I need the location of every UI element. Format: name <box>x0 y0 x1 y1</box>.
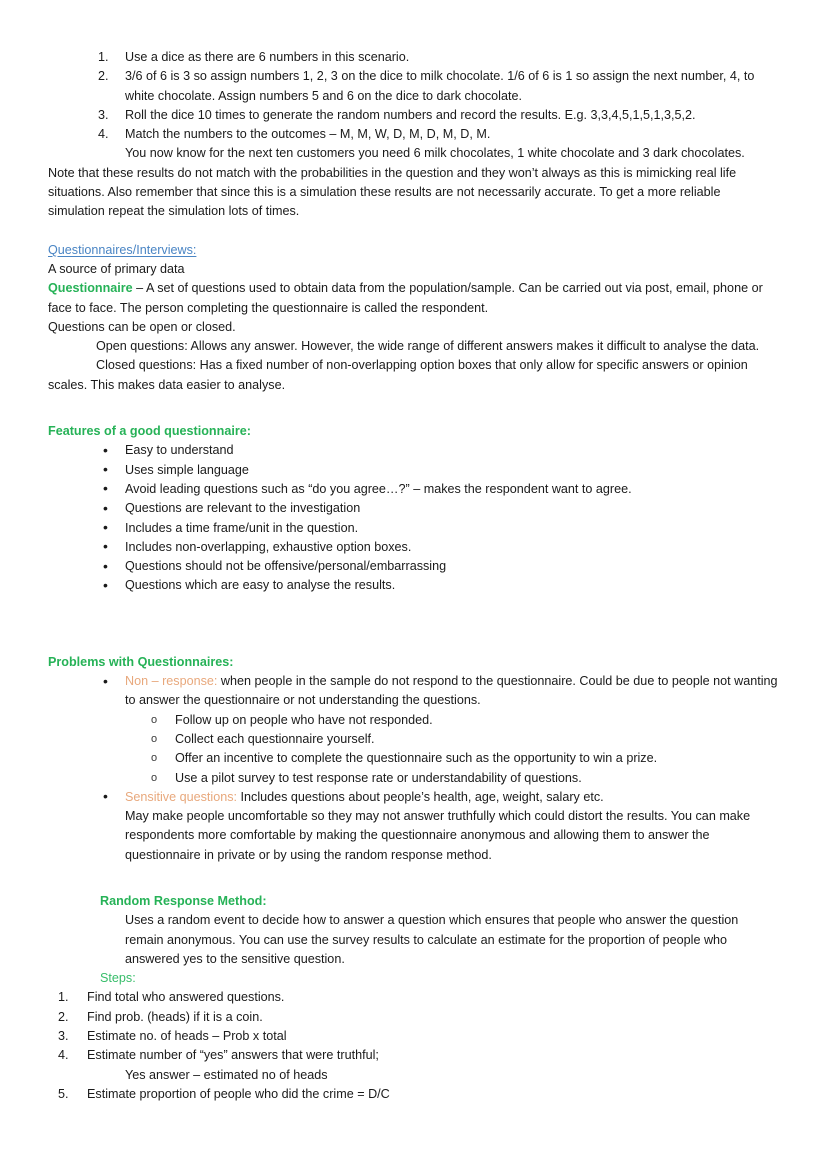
list-marker: 4. <box>58 1048 69 1063</box>
bullet-icon: • <box>103 538 108 555</box>
sensitive-questions-term: Sensitive questions: <box>125 789 238 804</box>
bullet-icon: • <box>103 499 108 516</box>
bullet-icon: • <box>103 557 108 574</box>
list-item <box>48 519 780 538</box>
list-item <box>48 67 780 106</box>
list-item <box>48 788 780 865</box>
list-item-text: Includes non-overlapping, exhaustive option boxes. <box>125 539 412 554</box>
bullet-icon: • <box>103 519 108 536</box>
list-marker: 2. <box>98 69 109 84</box>
random-response-heading: Random Response Method: <box>100 893 267 908</box>
list-item-text: 3/6 of 6 is 3 so assign numbers 1, 2, 3 on the dice to milk chocolate. 1/6 of 6 is 1 so assign the next number, 4, to white chocolate. Assign numbers 5 and 6 on the dice to dark chocolate. <box>125 69 755 103</box>
list-item-text: Use a dice as there are 6 numbers in this scenario. <box>125 50 410 64</box>
list-item <box>48 711 780 730</box>
list-item-text: Find total who answered questions. <box>87 990 285 1005</box>
list-item <box>48 538 780 557</box>
open-questions-paragraph: Open questions: Allows any answer. However, the wide range of different answers makes it difficult to analyse the data. <box>96 339 760 354</box>
list-item <box>48 1046 780 1085</box>
list-item-text: Roll the dice 10 times to generate the random numbers and record the results. E.g. 3,3,4,5,1,5,1,3,5,2. <box>125 107 696 122</box>
list-item <box>48 769 780 788</box>
list-item <box>48 441 780 460</box>
bullet-icon: • <box>103 576 108 593</box>
list-item-text: Follow up on people who have not responded. <box>175 712 433 727</box>
circle-bullet-icon: o <box>151 771 158 784</box>
features-list <box>48 441 780 595</box>
list-item <box>48 125 780 164</box>
bullet-icon: • <box>103 480 108 497</box>
questionnaires-heading: Questionnaires/Interviews: <box>48 242 197 257</box>
list-item-text: Estimate proportion of people who did the crime = D/C <box>87 1086 390 1101</box>
list-item-text: Estimate no. of heads – Prob x total <box>87 1029 287 1044</box>
document-content <box>48 48 780 1104</box>
list-item-continuation: You now know for the next ten customers you need 6 milk chocolates, 1 white chocolate and 3 dark chocolates. <box>125 146 745 161</box>
list-item <box>48 461 780 480</box>
list-marker: 5. <box>58 1086 69 1101</box>
bullet-icon: • <box>103 461 108 478</box>
list-item <box>48 730 780 749</box>
list-marker: 3. <box>98 107 109 122</box>
list-item <box>48 1027 780 1046</box>
list-item-text: Questions which are easy to analyse the results. <box>125 578 396 593</box>
list-marker: 1. <box>58 990 69 1005</box>
sensitive-questions-list <box>48 788 780 865</box>
list-item-text: Estimate number of “yes” answers that were truthful; <box>87 1048 379 1063</box>
list-item <box>48 557 780 576</box>
list-item-text: Includes a time frame/unit in the question. <box>125 520 359 535</box>
list-item <box>48 1085 780 1104</box>
sensitive-questions-continuation: May make people uncomfortable so they may not answer truthfully which could distort the results. You can make respondents more comfortable by making the questionnaire anonymous and allowing them to answer the questionnaire in private or by using the random response method. <box>125 809 751 862</box>
features-heading: Features of a good questionnaire: <box>48 424 251 439</box>
questionnaire-term: Questionnaire <box>48 281 133 296</box>
bullet-icon: • <box>103 788 108 805</box>
questionnaire-definition <box>48 279 780 318</box>
list-item-text: Uses simple language <box>125 462 249 477</box>
list-item-text: Collect each questionnaire yourself. <box>175 731 375 746</box>
random-response-steps-list <box>48 988 780 1104</box>
list-marker: 1. <box>98 50 109 64</box>
bullet-icon: • <box>103 672 108 689</box>
circle-bullet-icon: o <box>151 732 158 745</box>
list-marker: 3. <box>58 1029 69 1044</box>
circle-bullet-icon: o <box>151 713 158 726</box>
list-item-text: Easy to understand <box>125 443 234 458</box>
list-item-text: Questions are relevant to the investigation <box>125 501 361 516</box>
random-response-body: Uses a random event to decide how to answer a question which ensures that people who answer the question remain anonymous. You can use the survey results to calculate an estimate for the proportion of people who answered yes to the sensitive question. <box>125 913 739 966</box>
problems-list <box>48 672 780 711</box>
list-item-text: Match the numbers to the outcomes – M, M, W, D, M, D, M, D, M. <box>125 127 491 142</box>
random-response-section <box>48 892 780 988</box>
questionnaires-subtitle: A source of primary data <box>48 261 185 276</box>
problems-heading: Problems with Questionnaires: <box>48 654 234 669</box>
sensitive-questions-text: Includes questions about people’s health, age, weight, salary etc. <box>237 789 604 804</box>
questionnaire-definition-text: – A set of questions used to obtain data from the population/sample. Can be carried out via post, email, phone or face to face. The person completing the questionnaire is called the respondent. <box>48 281 763 315</box>
non-response-remedies-list <box>48 711 780 788</box>
non-response-text: when people in the sample do not respond to the questionnaire. Could be due to people not wanting to answer the questionnaire or not understanding the questions. <box>125 674 778 708</box>
steps-heading: Steps: <box>100 971 136 986</box>
simulation-steps-list <box>48 48 780 164</box>
list-item <box>48 48 780 67</box>
list-item <box>48 106 780 125</box>
list-item <box>48 499 780 518</box>
note-paragraph: Note that these results do not match with the probabilities in the question and they won’t always as this is mimicking real life situations. Also remember that since this is a simulation these results are not necessarily accurate. To get a more reliable simulation repeat the simulation lots of times. <box>48 165 737 219</box>
circle-bullet-icon: o <box>151 752 158 765</box>
list-item <box>48 672 780 711</box>
list-item-text: Questions should not be offensive/personal/embarrassing <box>125 559 447 574</box>
list-marker: 2. <box>58 1009 69 1024</box>
list-item-text: Use a pilot survey to test response rate or understandability of questions. <box>175 770 582 785</box>
list-item <box>48 749 780 768</box>
open-closed-intro: Questions can be open or closed. <box>48 319 236 334</box>
list-item <box>48 480 780 499</box>
list-item-text: Avoid leading questions such as “do you agree…?” – makes the respondent want to agree. <box>125 481 632 496</box>
list-item-text: Offer an incentive to complete the questionnaire such as the opportunity to win a prize. <box>175 751 658 766</box>
list-item-continuation: Yes answer – estimated no of heads <box>125 1067 328 1082</box>
list-item-text: Find prob. (heads) if it is a coin. <box>87 1009 263 1024</box>
non-response-term: Non – response: <box>125 674 218 689</box>
list-item <box>48 988 780 1007</box>
list-marker: 4. <box>98 127 109 142</box>
list-item <box>48 576 780 595</box>
closed-questions-paragraph: Closed questions: Has a fixed number of non-overlapping option boxes that only allow for specific answers or opinion scales. This makes data easier to analyse. <box>48 358 748 392</box>
list-item <box>48 1008 780 1027</box>
bullet-icon: • <box>103 441 108 458</box>
